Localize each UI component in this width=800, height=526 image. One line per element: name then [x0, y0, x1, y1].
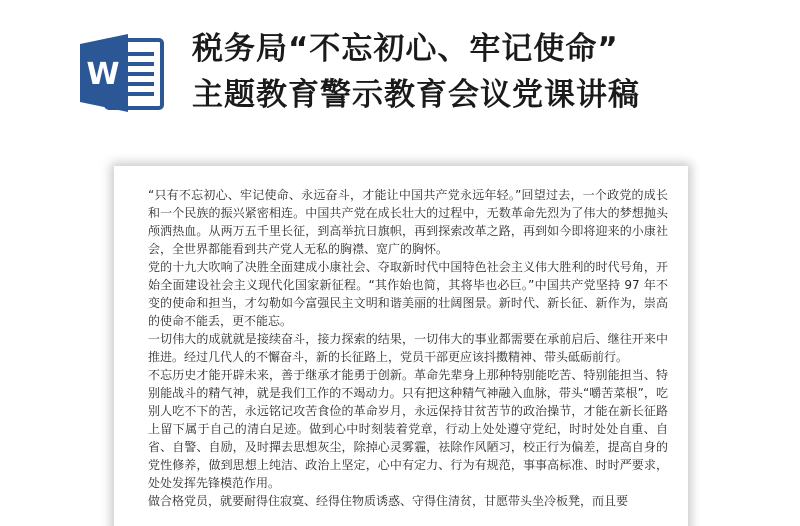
paragraph: 一切伟大的成就就是接续奋斗，接力探索的结果，一切伟大的事业都需要在承前启后、继往开来中推进。经过几代人的不懈奋斗，新的长征路上，党员干部更应该抖擞精神、带头砥砺前行。: [148, 332, 668, 364]
paragraph: “只有不忘初心、牢记使命、永远奋斗，才能让中国共产党永远年轻。”回望过去，一个政党的成长和一个民族的振兴紧密相连。中国共产党在成长壮大的过程中，无数革命先烈为了伟大的梦想抛头颅洒热血。从两万五千里长征，到高举抗日旗帜，再到探索改革之路，再到如今即将迎来的小康社会，全世界都能看到共产党人无私的胸襟、宽广的胸怀。: [148, 188, 668, 256]
document-title: [192, 26, 792, 118]
paragraph: 做合格党员，就要耐得住寂寞、经得住物质诱惑、守得住清贫，甘愿带头坐冷板凳，而且要: [148, 494, 629, 508]
word-icon-letter: W: [86, 57, 120, 92]
title-line-1: 税务局“不忘初心、牢记使命”: [192, 31, 619, 67]
title-line-2: 主题教育警示教育会议党课讲稿: [192, 77, 640, 113]
word-icon-graphic: [78, 34, 168, 112]
paragraph: 党的十九大吹响了决胜全面建成小康社会、夺取新时代中国特色社会主义伟大胜利的时代号角，开始全面建设社会主义现代化国家新征程。“其作始也简，其将毕也必巨。”中国共产党坚持 97 年不变的使命和担当，才勾勒如今富强民主文明和谐美丽的壮阔图景。新时代、新长征、新作为，崇高的使命不能丢，更不能忘。: [148, 260, 668, 328]
document-body: [148, 186, 668, 510]
paragraph: 不忘历史才能开辟未来，善于继承才能勇于创新。革命先辈身上那种特别能吃苦、特别能担当、特别能战斗的精气神，就是我们工作的不竭动力。只有把这种精气神融入血脉，带头“嚼苦菜根”，吃别人吃不下的苦，永远铭记攻苦食俭的革命岁月，永远保持甘贫苦节的政治操节，才能在新长征路上留下属于自己的清白足迹。做到心中时刻装着党章，行动上处处遵守党纪，时时处处自重、自省、自警、自励，及时撣去思想灰尘，除掉心灵雾霾，祛除作风陋习，校正行为偏差，提高自身的党性修养，做到思想上纯洁、政治上坚定，心中有定力、行为有规范，事事高标准、时时严要求，处处发挥先锋模范作用。: [148, 368, 668, 490]
word-document-icon: [78, 34, 168, 112]
